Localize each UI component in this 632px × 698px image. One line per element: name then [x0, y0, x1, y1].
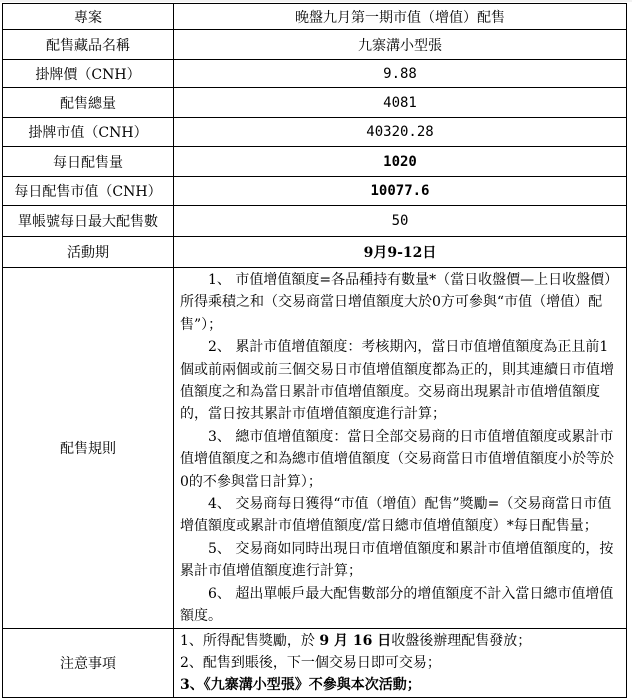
- note-item: 2、配售到賬後，下一個交易日即可交易；: [180, 654, 441, 671]
- row-value: 4081: [174, 88, 627, 118]
- row-value: 50: [174, 206, 627, 237]
- row-label: 每日配售市值（CNH）: [3, 177, 174, 206]
- row-label: 掛牌價（CNH）: [3, 60, 174, 88]
- row-label: 單帳號每日最大配售數: [3, 206, 174, 237]
- note-item: 1、所得配售獎勵，於 9 月 16 日收盤後辦理配售發放；: [180, 632, 532, 649]
- table-row: [3, 4, 627, 30]
- table-row: [3, 118, 627, 147]
- rules-content: [174, 268, 627, 629]
- row-value: 1020: [174, 147, 627, 177]
- table-row: [3, 206, 627, 237]
- top-cut-line: [0, 0, 632, 2]
- rule-item: 6、 超出單帳戶最大配售數部分的增值額度不計入當日總市值增值額度。: [180, 585, 614, 625]
- table-row: [3, 30, 627, 60]
- notes-content: [174, 628, 627, 697]
- allotment-table: [2, 3, 627, 698]
- row-value: 9月9-12日: [174, 237, 627, 268]
- table-row: [3, 237, 627, 268]
- row-value: 40320.28: [174, 118, 627, 147]
- rule-item: 5、 交易商如同時出現日市值增值額度和累計市值增值額度的，按累計市值增值額度進行計算；: [180, 540, 614, 580]
- row-label: 配售總量: [3, 88, 174, 118]
- table-row: [3, 60, 627, 88]
- table-row: [3, 147, 627, 177]
- rule-item: 1、 市值增值額度=各品種持有數量*（當日收盤價—上日收盤價）所得乘積之和（交易商當日增值額度大於0方可參與“市值（增值）配售”）；: [180, 272, 619, 333]
- row-value: 10077.6: [174, 177, 627, 206]
- row-label: 專案: [3, 4, 174, 30]
- rule-item: 3、 總市值增值額度：當日全部交易商的日市值增值額度或累計市值增值額度之和為總市值增值額度（交易商當日市值增值額度小於等於0的不參與當日計算）；: [180, 428, 614, 490]
- note-item: 3、《九寨溝小型張》不參與本次活動；: [180, 676, 421, 693]
- table-body: [3, 4, 627, 698]
- table-row-notes: [3, 628, 627, 697]
- table-row: [3, 88, 627, 118]
- row-value: 晚盤九月第一期市值（增值）配售: [174, 4, 627, 30]
- row-label: 配售藏品名稱: [3, 30, 174, 60]
- rule-item: 2、 累計市值增值額度：考核期內，當日市值增值額度為正且前1個或前兩個或前三個交易日市值增值額度都為正的，則其連續日市值增值額度之和為當日累計市值增值額度。交易商出現累計市值增值額度的，當日按其累計市值增值額度進行計算；: [180, 339, 614, 423]
- row-label: 掛牌市值（CNH）: [3, 118, 174, 147]
- row-value: 九寨溝小型張: [174, 30, 627, 60]
- row-value: 9.88: [174, 60, 627, 88]
- rules-label: 配售規則: [3, 268, 174, 629]
- rule-item: 4、 交易商每日獲得“市值（增值）配售”獎勵=（交易商當日市值增值額度或累計市值增值額度/當日總市值增值額度）*每日配售量；: [180, 496, 612, 535]
- notes-label: 注意事項: [3, 628, 174, 697]
- row-label: 每日配售量: [3, 147, 174, 177]
- table-row: [3, 177, 627, 206]
- row-label: 活動期: [3, 237, 174, 268]
- table-row-rules: [3, 268, 627, 629]
